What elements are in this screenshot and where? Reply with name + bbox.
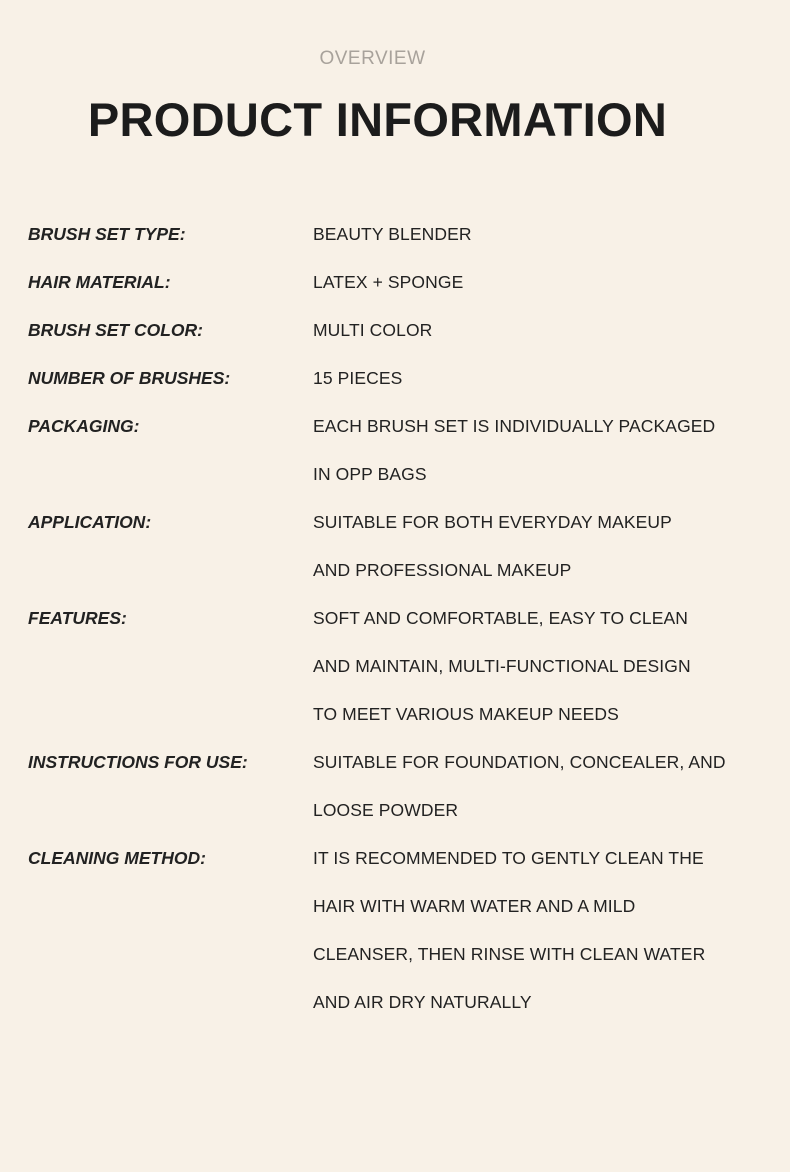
spec-value-line: 15 PIECES bbox=[313, 368, 403, 388]
spec-row-instructions-for-use bbox=[0, 738, 790, 834]
spec-value bbox=[285, 498, 725, 594]
spec-value bbox=[285, 210, 725, 258]
spec-value-line: LATEX + SPONGE bbox=[313, 272, 464, 292]
spec-row-application bbox=[0, 498, 790, 594]
overview-kicker: OVERVIEW bbox=[319, 48, 426, 69]
spec-value-line: HAIR WITH WARM WATER AND A MILD bbox=[313, 896, 636, 916]
spec-value-line: AND AIR DRY NATURALLY bbox=[313, 992, 532, 1012]
spec-label: NUMBER OF BRUSHES: bbox=[28, 368, 231, 388]
spec-value-line: IT IS RECOMMENDED TO GENTLY CLEAN THE bbox=[313, 848, 704, 868]
page-title: PRODUCT INFORMATION bbox=[87, 93, 668, 146]
spec-label: FEATURES: bbox=[28, 608, 127, 628]
spec-row-brush-set-color bbox=[0, 306, 790, 354]
spec-row-number-of-brushes bbox=[0, 354, 790, 402]
spec-value-line: IN OPP BAGS bbox=[313, 464, 427, 484]
spec-value bbox=[285, 834, 725, 1026]
spec-row-brush-set-type bbox=[0, 210, 790, 258]
spec-value-line: AND PROFESSIONAL MAKEUP bbox=[313, 560, 572, 580]
spec-label: HAIR MATERIAL: bbox=[28, 272, 171, 292]
spec-row-hair-material bbox=[0, 258, 790, 306]
spec-value-line: CLEANSER, THEN RINSE WITH CLEAN WATER bbox=[313, 944, 706, 964]
spec-value-line: LOOSE POWDER bbox=[313, 800, 459, 820]
spec-value bbox=[285, 354, 725, 402]
spec-label: APPLICATION: bbox=[28, 512, 152, 532]
spec-value bbox=[285, 258, 725, 306]
spec-value-line: AND MAINTAIN, MULTI-FUNCTIONAL DESIGN bbox=[313, 656, 691, 676]
spec-value-line: SOFT AND COMFORTABLE, EASY TO CLEAN bbox=[313, 608, 688, 628]
spec-label: BRUSH SET COLOR: bbox=[28, 320, 203, 340]
spec-label: BRUSH SET TYPE: bbox=[28, 224, 186, 244]
spec-value-line: TO MEET VARIOUS MAKEUP NEEDS bbox=[313, 704, 619, 724]
spec-row-packaging bbox=[0, 402, 790, 498]
spec-label: PACKAGING: bbox=[28, 416, 140, 436]
spec-value bbox=[285, 306, 725, 354]
spec-table bbox=[0, 210, 790, 1026]
spec-value bbox=[285, 594, 725, 738]
spec-value-line: SUITABLE FOR BOTH EVERYDAY MAKEUP bbox=[313, 512, 672, 532]
spec-value bbox=[285, 402, 725, 498]
spec-value-line: EACH BRUSH SET IS INDIVIDUALLY PACKAGED bbox=[313, 416, 716, 436]
spec-value bbox=[285, 738, 725, 834]
spec-label: INSTRUCTIONS FOR USE: bbox=[28, 752, 248, 772]
spec-label: CLEANING METHOD: bbox=[28, 848, 206, 868]
spec-row-features bbox=[0, 594, 790, 738]
spec-row-cleaning-method bbox=[0, 834, 790, 1026]
spec-value-line: MULTI COLOR bbox=[313, 320, 433, 340]
spec-value-line: SUITABLE FOR FOUNDATION, CONCEALER, AND bbox=[313, 752, 726, 772]
spec-value-line: BEAUTY BLENDER bbox=[313, 224, 472, 244]
